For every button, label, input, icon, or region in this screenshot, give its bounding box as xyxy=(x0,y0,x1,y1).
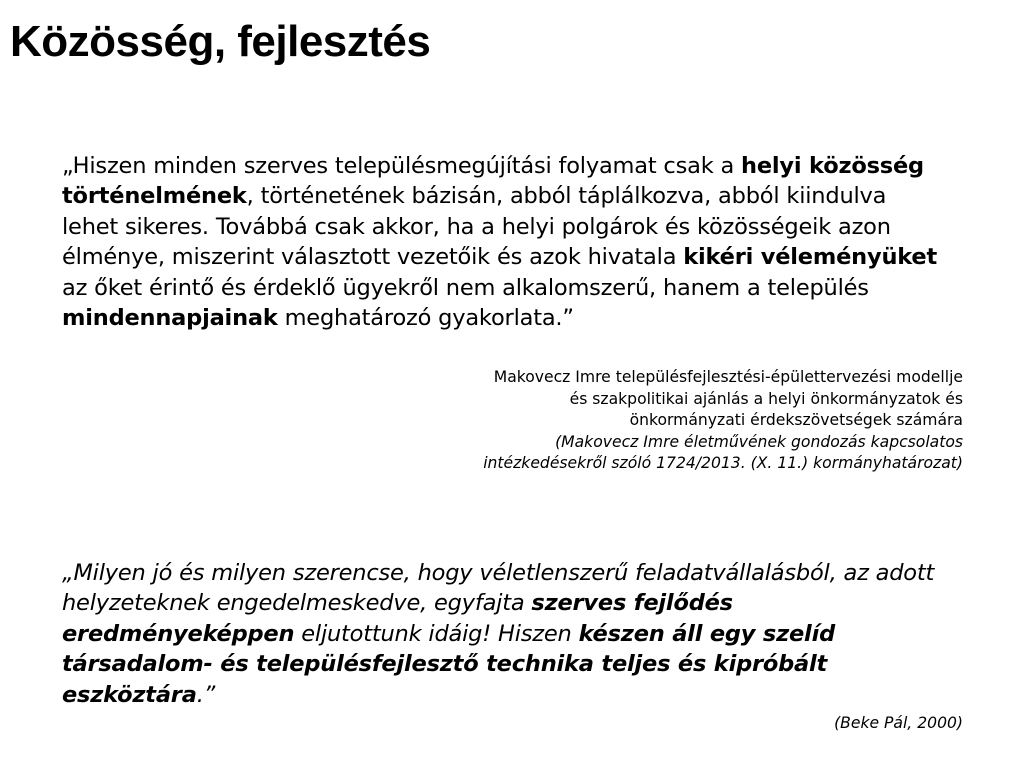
quote-emphasis: helyi közösség történelmének xyxy=(62,153,924,210)
quote-beke xyxy=(62,558,942,710)
quote-text: .” xyxy=(196,681,216,708)
quote-makovecz xyxy=(62,151,942,333)
quote-text: „Hiszen minden szerves településmegújítási folyamat csak a xyxy=(62,153,742,179)
quote-text: eljutottunk idáig! Hiszen xyxy=(294,620,579,647)
citation-line: és szakpolitikai ajánlás a helyi önkormányzatok és xyxy=(569,389,963,408)
citation-line: (Beke Pál, 2000) xyxy=(834,714,963,732)
citation-line-italic: (Makovecz Imre életművének gondozás kapcsolatos xyxy=(555,432,963,451)
quote-emphasis: kikéri véleményüket xyxy=(683,244,938,271)
citation-line: önkormányzati érdekszövetségek számára xyxy=(629,411,963,430)
citation-line-italic: intézkedésekről szóló 1724/2013. (X. 11.) kormányhatározat) xyxy=(483,454,963,473)
citation-line: Makovecz Imre településfejlesztési-épülettervezési modellje xyxy=(493,368,963,386)
source-citation-beke xyxy=(343,713,963,735)
quote-text: „Milyen jó és milyen szerencse, hogy véletlenszerű feladatvállalásból, az adott helyzeteknek engedelmeskedve, egyfajta xyxy=(62,560,935,617)
source-citation-makovecz xyxy=(343,367,963,475)
quote-text: , történetének bázisán, abból táplálkozva, abból kiindulva lehet sikeres. Továbbá csak akkor, ha a helyi polgárok és közösségeik azon élménye, miszerint választott vezetőik és azok hivatala xyxy=(62,183,891,271)
slide-title: Közösség, fejlesztés xyxy=(10,17,431,66)
quote-text: meghatározó gyakorlata.” xyxy=(277,305,574,332)
quote-emphasis: mindennapjainak xyxy=(62,305,278,332)
quote-emphasis: szerves fejlődés eredményeképpen xyxy=(62,590,733,647)
quote-text: az őket érintő és érdeklő ügyekről nem alkalomszerű, hanem a település xyxy=(62,274,869,301)
quote-emphasis: készen áll egy szelíd társadalom- és településfejlesztő technika teljes és kipróbált eszköztára xyxy=(62,620,835,708)
